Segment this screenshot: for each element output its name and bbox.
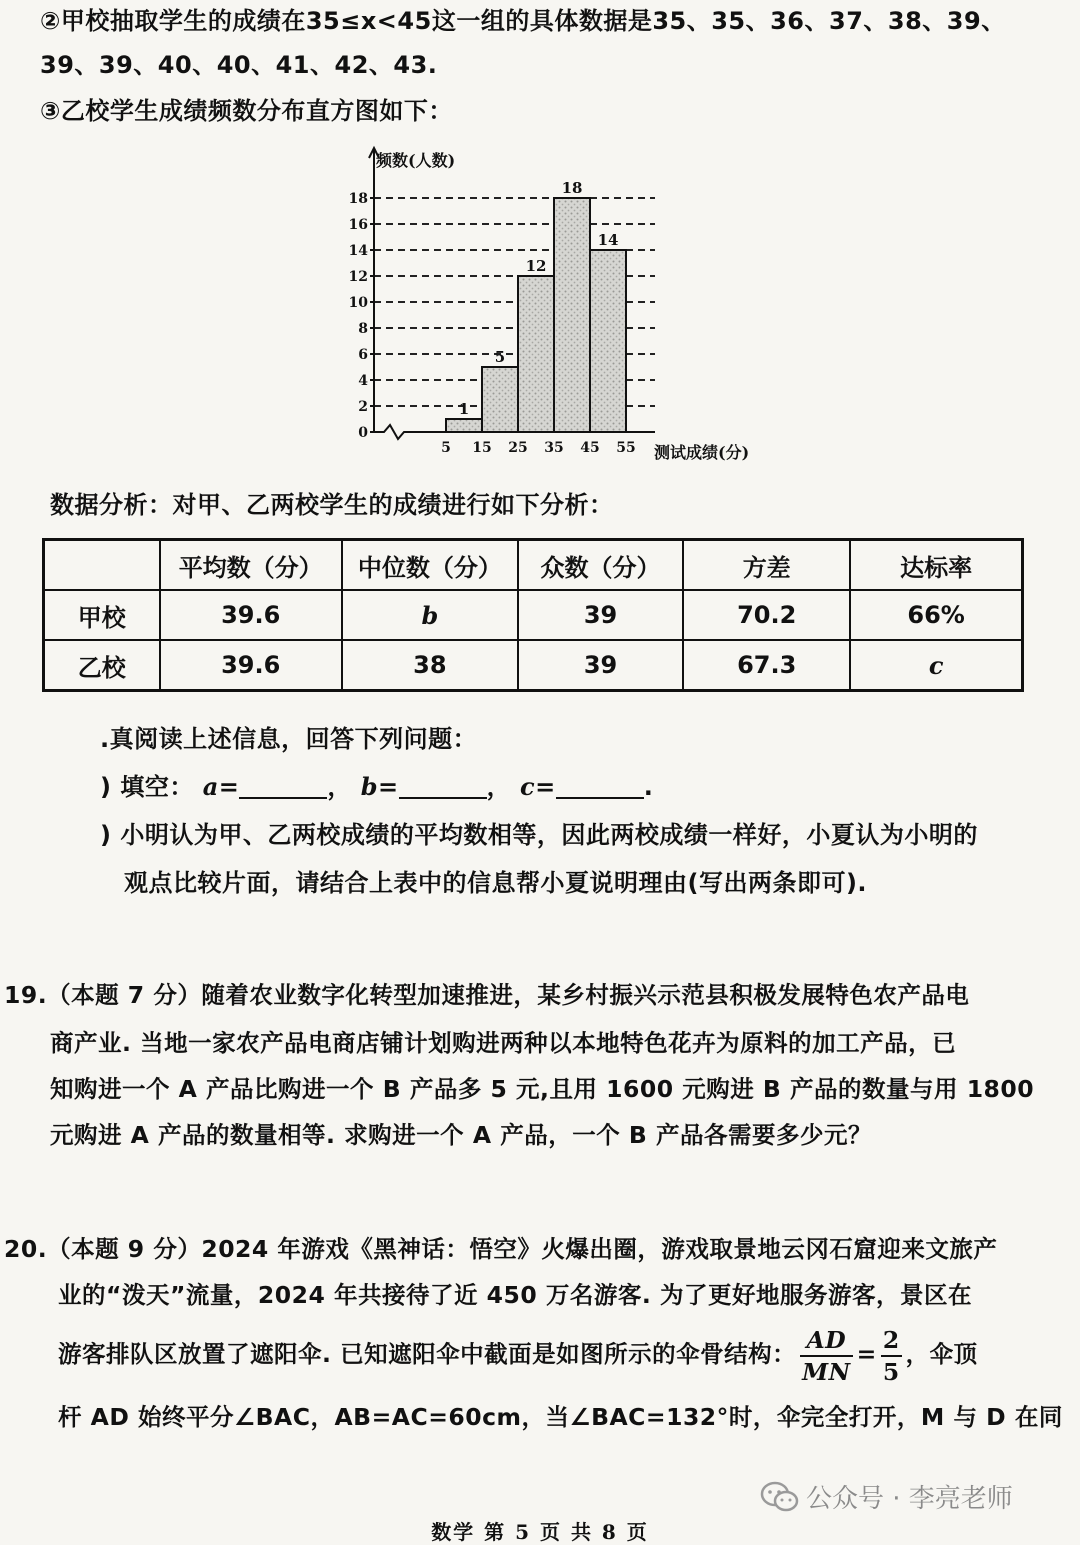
eq-sign: = xyxy=(218,773,240,801)
answer-blank-c[interactable] xyxy=(556,775,644,799)
var-a: a xyxy=(202,772,219,801)
table-cell: 39.6 xyxy=(160,590,342,640)
fraction-numerator: 2 xyxy=(881,1325,902,1357)
data-line-1: ②甲校抽取学生的成绩在35≤x<45这一组的具体数据是35、35、36、37、38、39、 xyxy=(40,7,1006,35)
table-header-cell: 方差 xyxy=(683,540,850,591)
q19-line-1: 19.（本题 7 分）随着农业数字化转型加速推进，某乡村振兴示范县积极发展特色农产品电 xyxy=(4,981,970,1009)
fraction-ad-mn xyxy=(800,1325,853,1387)
table-header-cell: 众数（分） xyxy=(518,540,683,591)
q19-line-2: 商产业. 当地一家农产品电商店铺计划购进两种以本地特色花卉为原料的加工产品，已 xyxy=(50,1029,957,1057)
watermark-text: 公众号 · 李亮老师 xyxy=(806,1484,1013,1514)
table-header-cell: 平均数（分） xyxy=(160,540,342,591)
y-tick-label: 10 xyxy=(348,295,368,311)
bar-value-label: 12 xyxy=(525,257,547,275)
watermark xyxy=(760,1478,1013,1515)
y-tick-label: 2 xyxy=(358,399,368,415)
stats-table xyxy=(42,538,1024,692)
table-cell: 乙校 xyxy=(44,640,160,691)
histogram-bar xyxy=(590,250,626,432)
answer-blank-a[interactable] xyxy=(239,775,327,799)
eq-sign: = xyxy=(535,773,556,801)
fraction-numerator: AD xyxy=(800,1325,853,1357)
fraction-2-5 xyxy=(881,1325,902,1387)
q20-line-2: 业的“泼天”流量，2024 年共接待了近 450 万名游客. 为了更好地服务游客，景区在 xyxy=(58,1281,973,1309)
y-axis-title: 频数(人数) xyxy=(376,151,456,170)
table-cell: 70.2 xyxy=(683,590,850,640)
bar-value-label: 14 xyxy=(597,231,619,249)
questions-intro: .真阅读上述信息，回答下列问题： xyxy=(100,725,478,753)
q20-line-4: 杆 AD 始终平分∠BAC，AB=AC=60cm，当∠BAC=132°时，伞完全打开，M 与 D 在同 xyxy=(58,1403,1063,1431)
x-tick-label: 15 xyxy=(472,440,492,456)
histogram-bar xyxy=(482,367,518,432)
table-row xyxy=(44,590,1023,640)
bar-value-label: 18 xyxy=(561,179,583,197)
y-tick-label: 0 xyxy=(358,425,368,441)
var-c: c xyxy=(519,772,536,801)
x-tick-label: 25 xyxy=(508,440,528,456)
histogram-bar xyxy=(518,276,554,432)
question-2-line-2: 观点比较片面，请结合上表中的信息帮小夏说明理由(写出两条即可). xyxy=(124,869,868,897)
x-tick-label: 55 xyxy=(616,440,636,456)
q1-prefix: ) 填空： xyxy=(100,773,194,801)
fraction-denominator: MN xyxy=(802,1357,851,1386)
y-tick-label: 4 xyxy=(358,373,368,389)
bar-value-label: 5 xyxy=(494,348,506,366)
y-tick-label: 16 xyxy=(348,217,368,233)
q20-line-1: 20.（本题 9 分）2024 年游戏《黑神话：悟空》火爆出圈，游戏取景地云冈石窟迎来文旅产 xyxy=(4,1235,998,1263)
table-header-cell: 中位数（分） xyxy=(342,540,518,591)
y-tick-label: 8 xyxy=(358,321,368,337)
y-tick-label: 12 xyxy=(348,269,368,285)
table-cell: 39.6 xyxy=(160,640,342,691)
page-footer: 数学 第 5 页 共 8 页 xyxy=(431,1520,649,1544)
eq-sign: = xyxy=(378,773,399,801)
wechat-icon xyxy=(760,1481,800,1513)
table-cell: 67.3 xyxy=(683,640,850,691)
table-cell: 39 xyxy=(518,640,683,691)
histogram-chart xyxy=(330,140,770,470)
q19-line-4: 元购进 A 产品的数量相等. 求购进一个 A 产品，一个 B 产品各需要多少元？ xyxy=(50,1121,872,1149)
question-2-line-1: ) 小明认为甲、乙两校成绩的平均数相等，因此两校成绩一样好，小夏认为小明的 xyxy=(100,821,978,849)
q19-line-3: 知购进一个 A 产品比购进一个 B 产品多 5 元,且用 1600 元购进 B 产品的数量与用 1800 xyxy=(50,1075,1035,1103)
question-1-fill-in: ) 填空： a= ， b= ， c= . xyxy=(100,772,654,801)
table-header-row xyxy=(44,540,1023,591)
y-tick-label: 14 xyxy=(348,243,368,259)
x-tick-label: 35 xyxy=(544,440,564,456)
table-row xyxy=(44,640,1023,691)
fraction-denominator: 5 xyxy=(882,1357,900,1386)
y-tick-label: 6 xyxy=(358,347,368,363)
table-cell: 38 xyxy=(342,640,518,691)
var-b: b xyxy=(360,772,378,801)
table-cell: b xyxy=(342,590,518,640)
histogram-intro: ③乙校学生成绩频数分布直方图如下： xyxy=(40,97,453,125)
table-cell: c xyxy=(850,640,1022,691)
table-cell: 39 xyxy=(518,590,683,640)
table-header-cell: 达标率 xyxy=(850,540,1022,591)
x-tick-label: 5 xyxy=(441,440,451,456)
analysis-heading: 数据分析：对甲、乙两校学生的成绩进行如下分析： xyxy=(50,491,614,519)
answer-blank-b[interactable] xyxy=(399,775,487,799)
x-tick-label: 45 xyxy=(580,440,600,456)
q20-line-3-text: 游客排队区放置了遮阳伞. 已知遮阳伞中截面是如图所示的伞骨结构： xyxy=(58,1340,797,1368)
table-header-cell xyxy=(44,540,160,591)
eq-sign: = xyxy=(856,1340,877,1368)
bar-value-label: 1 xyxy=(458,400,470,418)
table-cell: 甲校 xyxy=(44,590,160,640)
table-cell: 66% xyxy=(850,590,1022,640)
histogram-bar xyxy=(446,419,482,432)
data-line-2: 39、39、40、40、41、42、43. xyxy=(40,51,438,79)
histogram-bar xyxy=(554,198,590,432)
x-axis-title: 测试成绩(分) xyxy=(654,443,750,462)
y-tick-label: 18 xyxy=(348,191,368,207)
q20-line-3 xyxy=(58,1322,978,1386)
q20-line-3-post: ，伞顶 xyxy=(905,1340,978,1368)
